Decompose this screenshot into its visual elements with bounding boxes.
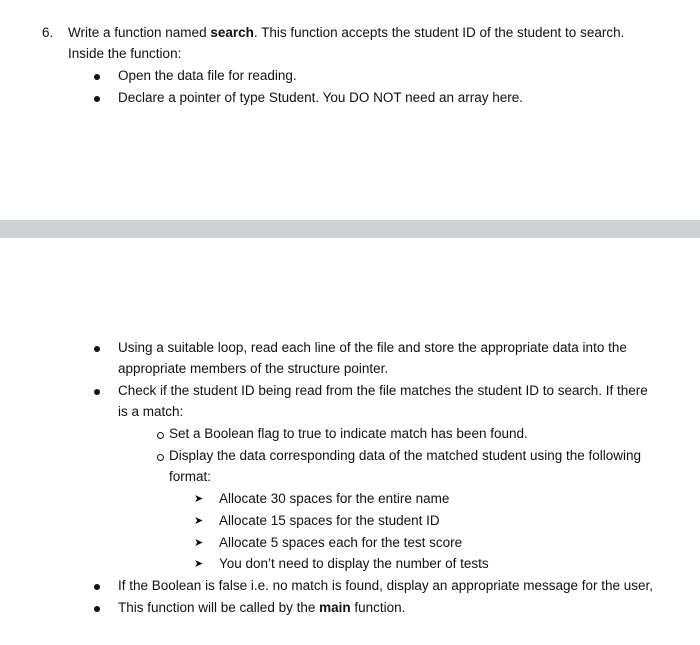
format-item: Allocate 5 spaces each for the test score xyxy=(219,535,463,550)
format-item: Allocate 15 spaces for the student ID xyxy=(219,513,440,528)
sub-boolean-flag: Set a Boolean flag to true to indicate match has been found. xyxy=(169,426,528,441)
bullet-dot xyxy=(94,74,100,80)
boolean-false-line: If the Boolean is false i.e. no match is found, display an appropriate message for the user, xyxy=(118,578,654,593)
bullet-dot xyxy=(94,606,100,612)
bullet-dot xyxy=(94,584,100,590)
intro-text-post: . This function accepts the student ID of the student to search. xyxy=(253,25,625,40)
circle-bullet-icon xyxy=(157,432,164,439)
intro-line-1 xyxy=(68,24,624,42)
format-item: You don’t need to display the number of tests xyxy=(219,556,489,571)
section-divider xyxy=(0,220,700,238)
check-line-2: is a match: xyxy=(118,404,184,419)
bullet-dot xyxy=(94,389,100,395)
arrow-bullet-icon: ➤ xyxy=(194,537,204,549)
called-text-pre: This function will be called by the xyxy=(118,600,320,615)
loop-line-1: Using a suitable loop, read each line of the file and store the appropriate data into the xyxy=(118,340,627,355)
bullet-dot xyxy=(94,96,100,102)
arrow-bullet-icon: ➤ xyxy=(194,558,204,570)
bullet-dot xyxy=(94,346,100,352)
called-text-post: function. xyxy=(350,600,406,615)
circle-bullet-icon xyxy=(157,454,164,461)
called-by-main-line xyxy=(118,599,405,617)
check-line-1: Check if the student ID being read from the file matches the student ID to search. If there xyxy=(118,383,648,398)
sub-display-line-2: format: xyxy=(169,469,212,484)
intro-line-2: Inside the function: xyxy=(68,46,182,61)
bullet-open-file: Open the data file for reading. xyxy=(118,68,297,83)
format-item: Allocate 30 spaces for the entire name xyxy=(219,491,450,506)
main-function-name: main xyxy=(319,600,351,615)
intro-text-pre: Write a function named xyxy=(68,25,211,40)
sub-display-line-1: Display the data corresponding data of the matched student using the following xyxy=(169,448,642,463)
function-name-search: search xyxy=(210,25,254,40)
arrow-bullet-icon: ➤ xyxy=(194,493,204,505)
arrow-bullet-icon: ➤ xyxy=(194,515,204,527)
item-number: 6. xyxy=(42,25,54,40)
bullet-declare-pointer: Declare a pointer of type Student. You DO NOT need an array here. xyxy=(118,90,523,105)
loop-line-2: appropriate members of the structure pointer. xyxy=(118,361,389,376)
